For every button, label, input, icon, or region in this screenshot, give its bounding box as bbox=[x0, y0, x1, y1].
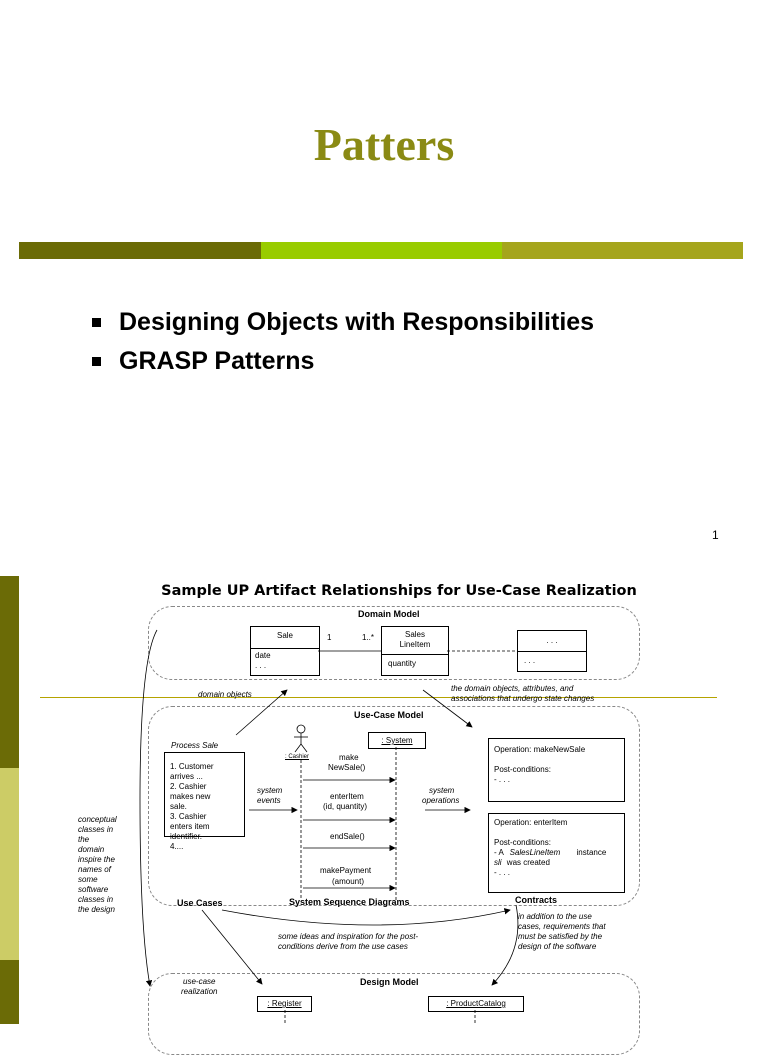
use-cases-label: Use Cases bbox=[177, 898, 223, 908]
ideas-line-1: some ideas and inspiration for the post- bbox=[278, 932, 419, 941]
contracts-note: in addition to the use cases, requirements that must be satisfied by the design of the software bbox=[518, 912, 606, 951]
process-sale-label: Process Sale bbox=[171, 741, 219, 750]
cashier-label: : Cashier bbox=[285, 754, 310, 760]
msg-makepayment: makePayment bbox=[320, 866, 372, 875]
realization-line-1: use-case bbox=[183, 977, 216, 986]
system-lifeline-head: : System bbox=[368, 732, 426, 749]
system-events-line-2: events bbox=[257, 796, 281, 805]
use-case-model-label: Use-Case Model bbox=[354, 710, 424, 720]
system-operations-line-2: operations bbox=[422, 796, 460, 805]
sli-class-name: Sales LineItem bbox=[382, 627, 448, 655]
multiplicity-right: 1..* bbox=[362, 633, 375, 642]
productcatalog-object: : ProductCatalog bbox=[428, 996, 524, 1012]
design-model-label: Design Model bbox=[360, 977, 419, 987]
contract-line-a: - A SalesLineItem instance bbox=[494, 848, 607, 857]
sli-attr: quantity bbox=[388, 659, 417, 668]
diagram-title: Sample UP Artifact Relationships for Use-Case Realization bbox=[161, 583, 637, 599]
msg-enteritem: enterItem bbox=[330, 792, 364, 801]
contracts-label: Contracts bbox=[515, 895, 558, 905]
domain-note-line-1: the domain objects, attributes, and bbox=[451, 684, 574, 693]
msg-amount: (amount) bbox=[332, 877, 365, 886]
msg-endsale: endSale() bbox=[330, 832, 365, 841]
system-events-line-1: system bbox=[257, 786, 283, 795]
ideas-line-2: conditions derive from the use cases bbox=[278, 942, 408, 951]
sale-attr: date bbox=[255, 651, 271, 660]
use-case-steps: 1. Customer arrives ... 2. Cashier makes new sale. 3. Cashier enters item identifier. 4.... bbox=[164, 752, 245, 837]
bullet-text: GRASP Patterns bbox=[119, 347, 315, 375]
other-attr: . . . bbox=[524, 656, 536, 665]
other-class-name: . . . bbox=[518, 631, 586, 652]
domain-model-label: Domain Model bbox=[358, 609, 420, 619]
contract-enteritem: Operation: enterItem Post-conditions: - A SalesLineItem instance sli was created - . . . bbox=[488, 813, 625, 893]
bullet-text: Designing Objects with Responsibilities bbox=[119, 308, 595, 336]
slide-title: Patters bbox=[313, 119, 455, 170]
system-operations-line-1: system bbox=[429, 786, 455, 795]
msg-newsale: NewSale() bbox=[328, 763, 366, 772]
contract-makenewsale: Operation: makeNewSale Post-conditions: - . . . bbox=[488, 738, 625, 802]
register-object: : Register bbox=[257, 996, 312, 1012]
domain-note-line-2: associations that undergo state changes bbox=[451, 694, 595, 703]
msg-make: make bbox=[339, 753, 359, 762]
domain-objects-label: domain objects bbox=[198, 690, 252, 699]
conceptual-note: conceptual classes in the domain inspire the names of some software classes in the design bbox=[78, 815, 117, 914]
page-number: 1 bbox=[712, 528, 719, 542]
sale-class-name: Sale bbox=[251, 627, 319, 649]
realization-line-2: realization bbox=[181, 987, 218, 996]
ssd-label: System Sequence Diagrams bbox=[289, 897, 410, 907]
msg-id-quantity: (id, quantity) bbox=[323, 802, 368, 811]
multiplicity-left: 1 bbox=[327, 633, 332, 642]
sale-more: . . . bbox=[255, 661, 267, 670]
contract-line-created: sli was created bbox=[494, 858, 550, 867]
